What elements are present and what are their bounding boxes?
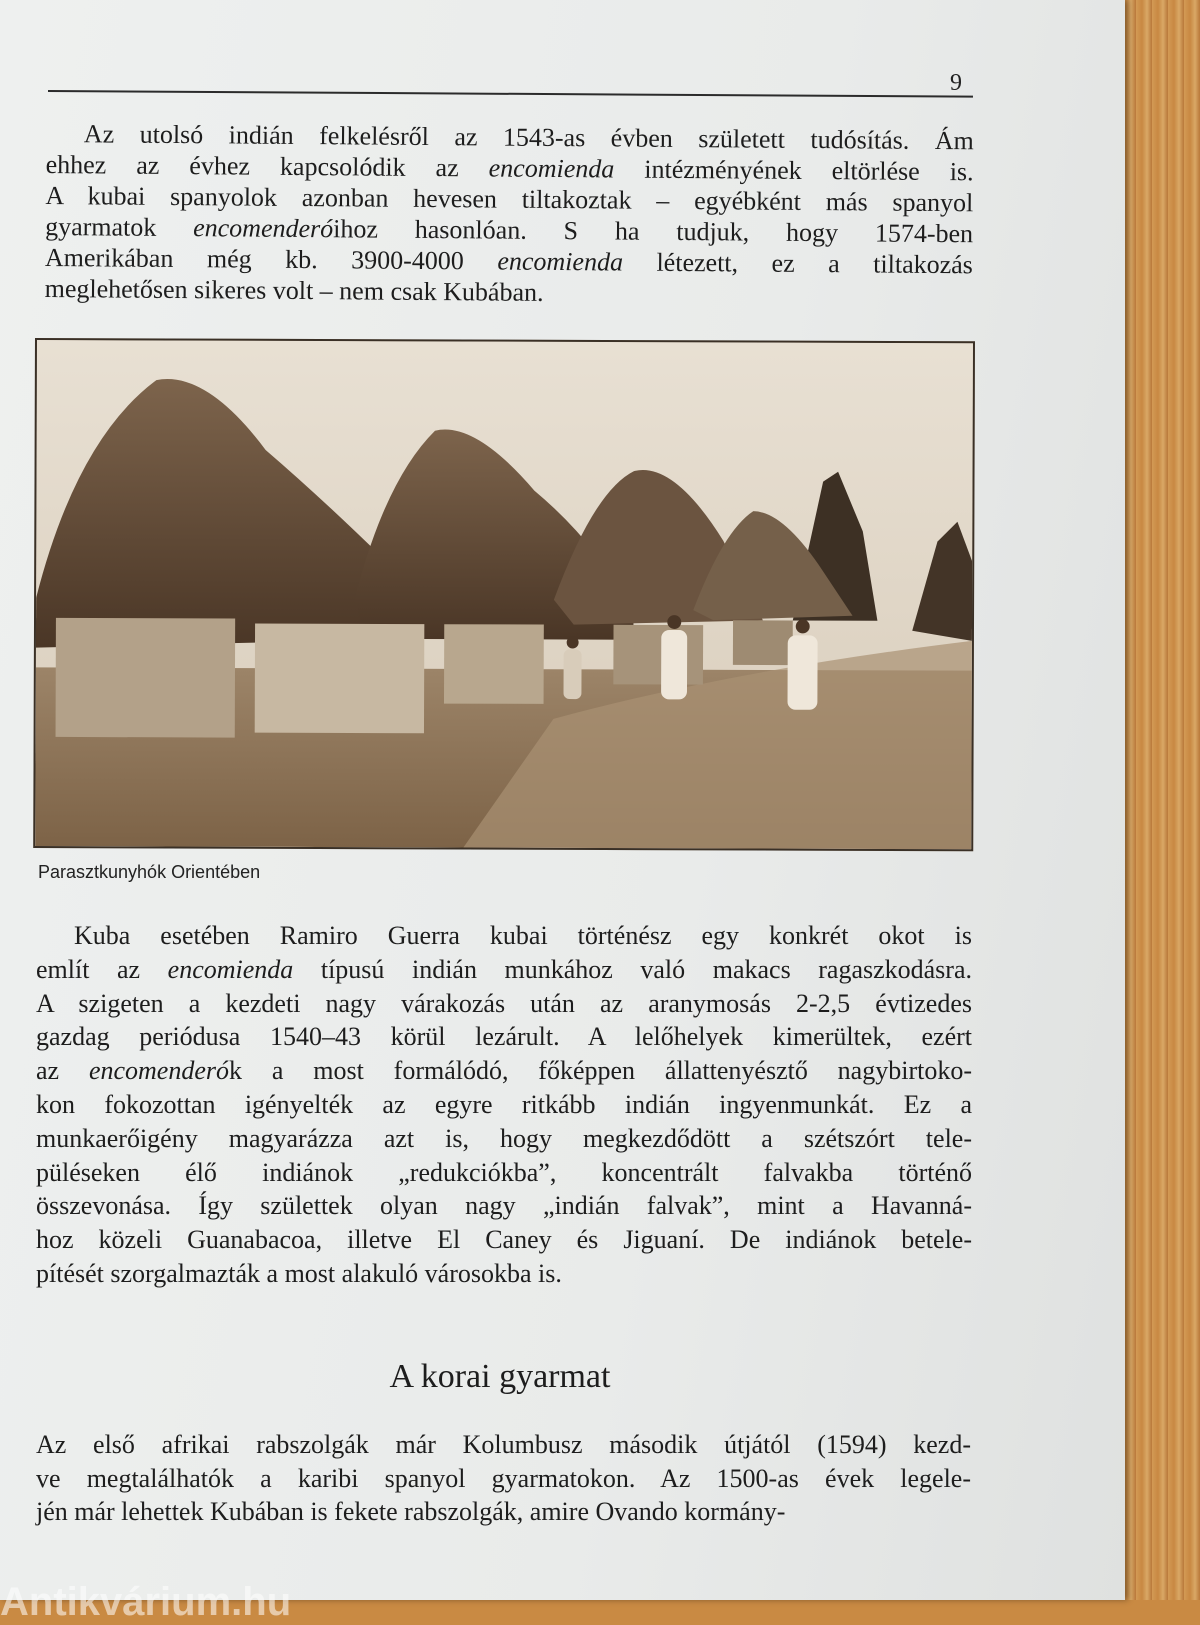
text-line: [36, 987, 972, 1021]
text-run: jén már lehettek Kubában is fekete rabszolgák, amire Ovando kormány-: [36, 1497, 786, 1526]
text-run: gazdag periódusa 1540–43 körül lezárult. A lelőhelyek kimerültek, ezért: [36, 1022, 972, 1052]
text-run: az: [36, 1056, 89, 1086]
text-run: püléseken élő indiánok „redukciókba”, koncentrált falvakba történő: [36, 1157, 972, 1187]
page-number: 9: [950, 70, 962, 96]
italic-term: encomienda: [497, 246, 624, 277]
text-run: említ az: [36, 954, 168, 984]
text-run: intézményének eltörlése is.: [614, 154, 974, 187]
text-run: pítését szorgalmazták a most alakuló városokba is.: [36, 1258, 562, 1288]
text-run: k a most formálódó, főképpen állattenyésztő nagybirtoko-: [229, 1056, 972, 1086]
text-line: [36, 1223, 972, 1257]
text-run: létezett, ez a tiltakozás: [622, 247, 973, 280]
text-run: gyarmatok: [45, 211, 194, 243]
text-line: [36, 1156, 972, 1190]
text-run: kon fokozottan igényelték az egyre ritkább indián ingyenmunkát. Ez a: [36, 1089, 972, 1119]
text-run: meglehetősen sikeres volt – nem csak Kubában.: [44, 273, 544, 307]
text-line: [36, 919, 972, 953]
text-line: [36, 1020, 972, 1054]
text-line: [36, 1088, 972, 1122]
italic-term: encomenderó: [193, 213, 334, 244]
text-line: [36, 1428, 971, 1462]
text-run: Az utolsó indián felkelésről az 1543-as évben született tudósítás. Ám: [83, 119, 974, 156]
italic-term: encomienda: [488, 153, 615, 184]
text-run: hoz közeli Guanabacoa, illetve El Caney és Jiguaní. De indiánok betele-: [36, 1225, 972, 1255]
text-run: típusú indián munkához való makacs ragaszkodásra.: [293, 954, 973, 984]
section-heading: A korai gyarmat: [389, 1358, 611, 1395]
text-line: [36, 1122, 972, 1156]
text-run: ve megtalálhatók a karibi spanyol gyarmatokon. Az 1500-as évek legele-: [36, 1463, 971, 1493]
text-line: [36, 1189, 972, 1223]
photo-peasant-huts: [33, 338, 975, 851]
photo-illustration: [35, 340, 973, 849]
text-run: összevonása. Így születtek olyan nagy „indián falvak”, mint a Havanná-: [36, 1191, 972, 1221]
text-run: Kuba esetében Ramiro Guerra kubai történész egy konkrét okot is: [74, 921, 972, 950]
watermark: Antikvárium.hu: [0, 1580, 292, 1624]
paragraph-2: [36, 919, 972, 1291]
italic-term: encomenderó: [88, 1056, 229, 1086]
text-run: ehhez az évhez kapcsolódik az: [45, 149, 489, 183]
text-run: A kubai spanyolok azonban hevesen tiltakoztak – egyébként más spanyol: [45, 180, 974, 218]
text-run: ihoz hasonlóan. S ha tudjuk, hogy 1574-ben: [333, 214, 974, 249]
text-line: [36, 1495, 971, 1529]
text-line: [36, 1257, 972, 1291]
text-run: A szigeten a kezdeti nagy várakozás után az aranymosás 2-2,5 évtizedes: [36, 988, 972, 1018]
text-line: [36, 1054, 972, 1088]
wooden-surface: [1120, 0, 1200, 1600]
text-line: [36, 1462, 971, 1496]
text-run: munkaerőigény magyarázza azt is, hogy megkezdődött a szétszórt tele-: [36, 1123, 972, 1153]
text-run: Az első afrikai rabszolgák már Kolumbusz második útjától (1594) kezd-: [36, 1430, 971, 1459]
text-run: Amerikában még kb. 3900-4000: [44, 242, 498, 276]
text-line: [36, 953, 972, 987]
paragraph-3: [36, 1428, 971, 1529]
paragraph-1: [45, 118, 974, 311]
italic-term: encomienda: [167, 954, 294, 984]
header-rule: [48, 90, 973, 98]
photo-caption: Parasztkunyhók Orientében: [38, 862, 261, 882]
